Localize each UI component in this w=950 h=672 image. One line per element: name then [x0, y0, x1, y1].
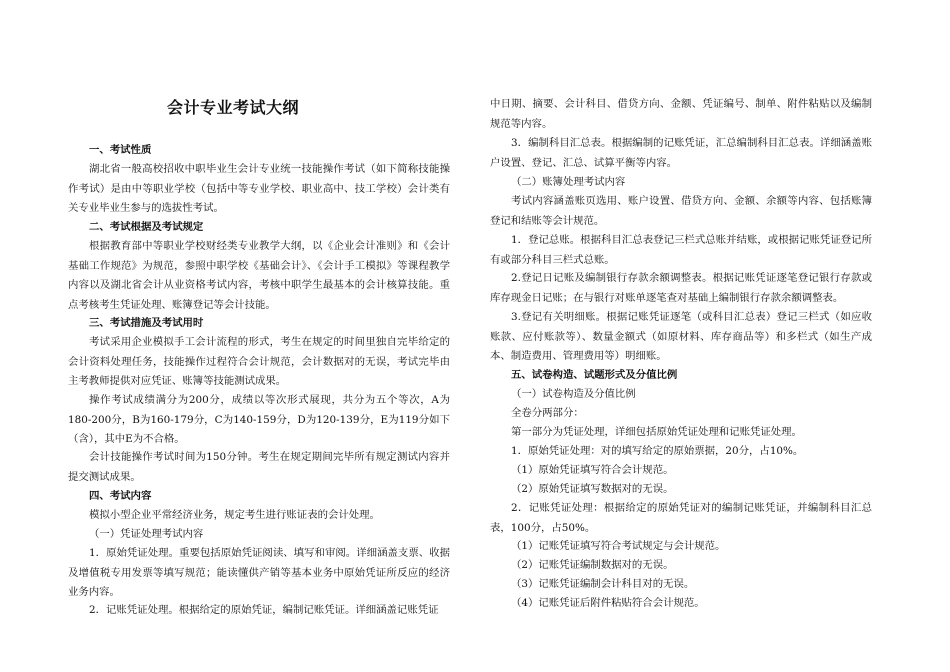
- paragraph-basis: 根据教育部中等职业学校财经类专业教学大纲，以《企业会计准则》和《会计基础工作规范》为规范，参照中职学校《基础会计》、《会计手工模拟》等课程教学内容以及湖北省会计从业资格考试内容，考核中职学生最基本的会计核算技能。重点考核考生凭证处理、账簿登记等会计技能。: [68, 240, 450, 311]
- subheading-ledger: （二）账簿处理考试内容: [511, 176, 626, 188]
- paragraph-ledger-intro: 考试内容涵盖账页选用、账户设置、借贷方向、金额、余额等内容、包括账簿登记和结账等会计规范。: [490, 195, 872, 227]
- list-item-bookkeeping-1: （1）记账凭证填写符合考试规定与会计规范。: [511, 540, 726, 552]
- paragraph-subsidiary-ledger: 3.登记有关明细账。根据记账凭证逐笔（或科目汇总表）登记三栏式（如应收账款、应付账款等）、数量金额式（如原材料、库存商品等）和多栏式（如生产成本、制造费用、管理费用等）明细账。: [490, 311, 872, 363]
- paragraph-summary-table: 3．编制科目汇总表。根据编制的记账凭证，汇总编制科目汇总表。详细涵盖账户设置、登记、汇总、试算平衡等内容。: [490, 137, 872, 169]
- paragraph-grading: 操作考试成绩满分为200分，成绩以等次形式展现，共分为五个等次，A为180-200分，B为160-179分，C为140-159分，D为120-139分，E为119分如下（含），其中E为不合格。: [68, 394, 450, 446]
- subheading-voucher: （一）凭证处理考试内容: [89, 528, 204, 540]
- paragraph-method: 考试采用企业模拟手工会计流程的形式，考生在规定的时间里独自完毕给定的会计资料处理任务，技能操作过程符合会计规范，会计数据对的无误，考试完毕由主考教师提供对应凭证、账簿等技能测试成果。: [68, 336, 450, 388]
- paragraph-two-parts: 全卷分两部分：: [511, 407, 584, 419]
- paragraph-bookkeeping-voucher: 2．记账凭证处理。根据给定的原始凭证，编制记账凭证。详细涵盖记账凭证: [89, 604, 439, 616]
- section-heading-nature: 一、考试性质: [89, 144, 152, 156]
- paragraph-nature: 湖北省一般高校招收中职毕业生会计专业统一技能操作考试（如下简称技能操作考试）是由中等职业学校（包括中等专业学校、职业高中、技工学校）会计类有关专业毕业生参与的选拔性考试。: [68, 163, 450, 215]
- paragraph-original-voucher: 1．原始凭证处理。重要包括原始凭证阅读、填写和审阅。详细涵盖支票、收据及增值税专用发票等填写规范；能读懂供产销等基本业务中原始凭证所反应的经济业务内容。: [68, 547, 450, 599]
- paragraph-voucher-continued: 中日期、摘要、会计科目、借贷方向、金额、凭证编号、制单、附件粘贴以及编制规范等内容。: [490, 98, 872, 130]
- section-heading-basis: 二、考试根据及考试规定: [89, 221, 204, 233]
- paragraph-duration: 会计技能操作考试时间为150分钟。考生在规定期间完毕所有规定测试内容并提交测试成果。: [68, 451, 450, 483]
- paragraph-part-one: 第一部分为凭证处理，详细包括原始凭证处理和记账凭证处理。: [511, 426, 802, 438]
- section-heading-method: 三、考试措施及考试用时: [89, 317, 204, 329]
- paragraph-original-scoring: 1．原始凭证处理：对的填写给定的原始票据，20分，占10%。: [511, 445, 804, 457]
- list-item-original-1: （1）原始凭证填写符合会计规范。: [511, 464, 674, 476]
- list-item-bookkeeping-2: （2）记账凭证编制数据对的无误。: [511, 559, 674, 571]
- paragraph-content-intro: 模拟小型企业平常经济业务，规定考生进行账证表的会计处理。: [89, 509, 380, 521]
- document-title: 会计专业考试大纲: [166, 98, 299, 117]
- subheading-paper-structure: （一）试卷构造及分值比例: [511, 388, 636, 400]
- list-item-original-2: （2）原始凭证填写数据对的无误。: [511, 483, 674, 495]
- section-heading-content: 四、考试内容: [89, 490, 152, 502]
- paragraph-journal: 2.登记日记账及编制银行存款余额调整表。根据记账凭证逐笔登记银行存款或库存现金日记账；在与银行对账单逐笔查对基础上编制银行存款余额调整表。: [490, 272, 872, 304]
- paragraph-bookkeeping-scoring: 2．记账凭证处理：根据给定的原始凭证对的编制记账凭证，并编制科目汇总表，100分，占50%。: [490, 502, 872, 534]
- section-heading-structure: 五、试卷构造、试题形式及分值比例: [511, 369, 678, 381]
- list-item-bookkeeping-4: （4）记账凭证后附件粘贴符合会计规范。: [511, 597, 705, 609]
- list-item-bookkeeping-3: （3）记账凭证编制会计科目对的无误。: [511, 578, 695, 590]
- paragraph-general-ledger: 1．登记总账。根据科目汇总表登记三栏式总账并结账，或根据记账凭证登记所有或部分科目三栏式总账。: [490, 234, 872, 266]
